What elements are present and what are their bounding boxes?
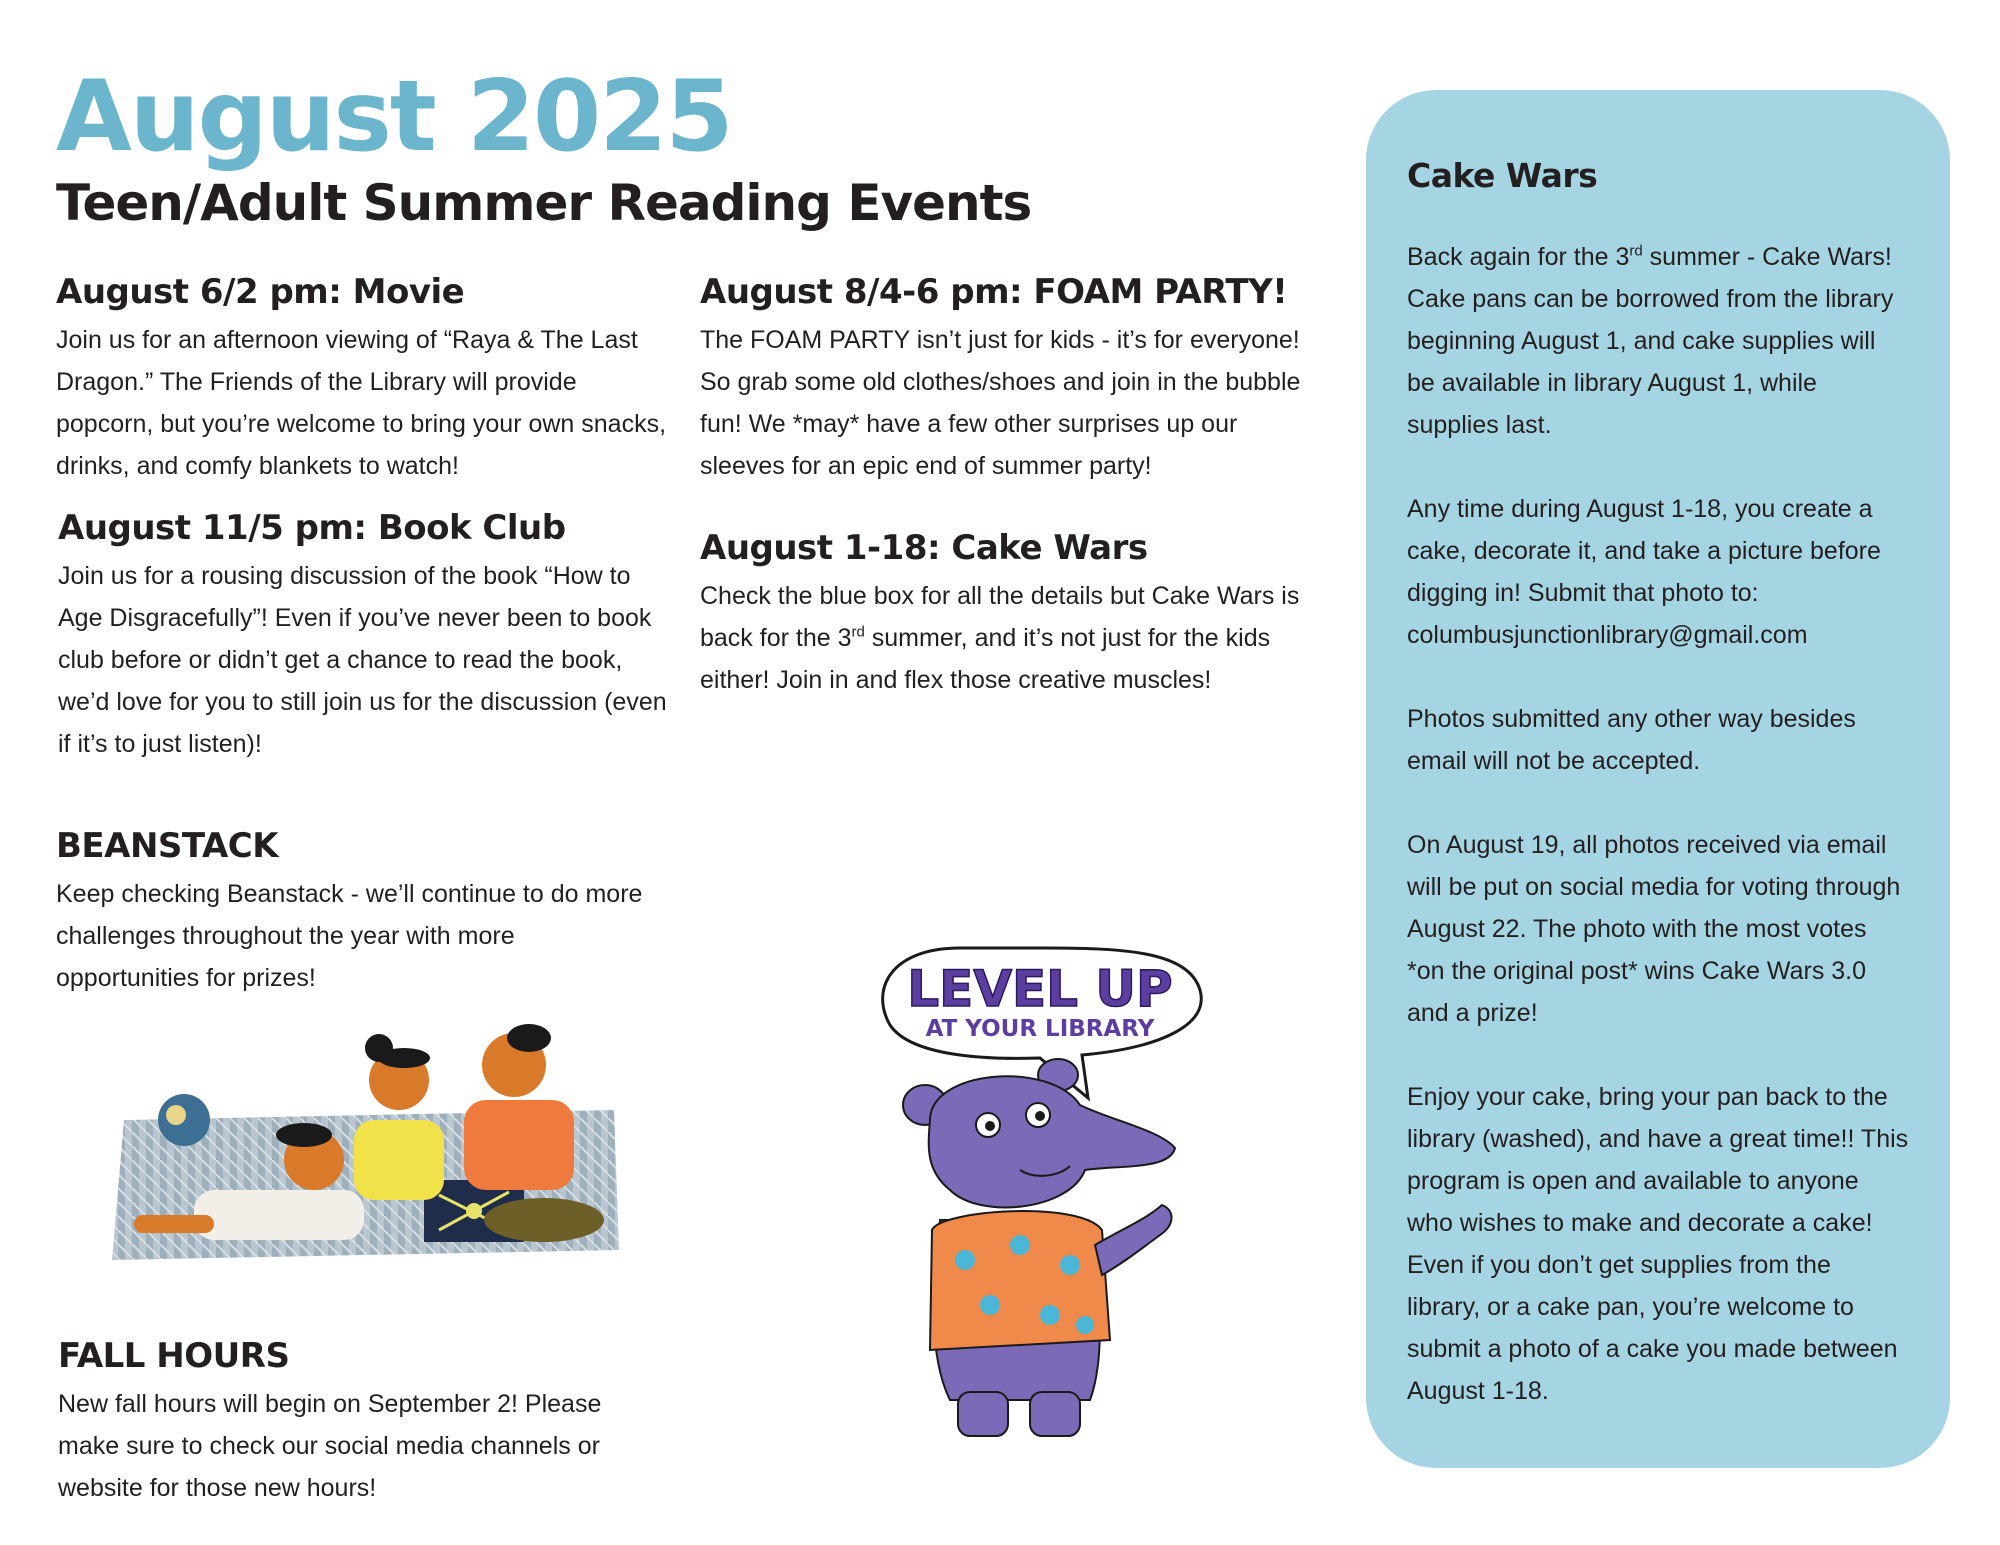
sidebar-paragraph-2-text: Any time during August 1-18, you create a cake, decorate it, and take a picture before digging in! Submit that photo to: <box>1407 494 1881 607</box>
at-your-library-text: AT YOUR LIBRARY <box>925 1016 1155 1042</box>
fall-hours-heading: FALL HOURS <box>58 1336 290 1376</box>
event-cake-wars-body-part1: Check the blue box for all the details but Cake Wars is back for the 3 <box>700 581 1300 652</box>
event-cake-wars-body <box>700 575 1330 701</box>
sidebar-paragraph-1-part1: Back again for the 3 <box>1407 242 1630 271</box>
fall-hours-body: New fall hours will begin on September 2! Please make sure to check our social media channels or website for those new hours! <box>58 1389 602 1502</box>
event-foam-party <box>700 272 1320 487</box>
beanstack-heading: BEANSTACK <box>56 826 279 866</box>
event-movie <box>56 272 676 487</box>
event-foam-party-body: The FOAM PARTY isn’t just for kids - it’s for everyone! So grab some old clothes/shoes and join in the bubble fun! We *may* have a few other surprises up our sleeves for an epic end of summer party! <box>700 325 1301 480</box>
event-movie-body: Join us for an afternoon viewing of “Raya & The Last Dragon.” The Friends of the Library will provide popcorn, but you’re welcome to bring your own snacks, drinks, and comfy blankets to watch! <box>56 325 667 480</box>
event-book-club-body: Join us for a rousing discussion of the book “How to Age Disgracefully”! Even if you’ve never been to book club before or didn’t get a chance to read the book, we’d love for you to still join us for the discussion (even if it’s to just listen)! <box>58 561 667 758</box>
event-book-club-heading: August 11/5 pm: Book Club <box>58 508 566 548</box>
level-up-text: LEVEL UP <box>907 960 1173 1018</box>
fall-hours-section <box>58 1336 658 1509</box>
sidebar-paragraph-1-part2: summer - Cake Wars! Cake pans can be borrowed from the library beginning August 1, and cake supplies will be available in library August 1, while supplies last. <box>1407 242 1894 439</box>
event-cake-wars <box>700 528 1330 701</box>
sidebar-title: Cake Wars <box>1407 156 1598 195</box>
sidebar-paragraph-3: Photos submitted any other way besides email will not be accepted. <box>1407 704 1856 775</box>
event-cake-wars-body-part2: summer, and it’s not just for the kids either! Join in and flex those creative muscles! <box>700 623 1271 694</box>
event-cake-wars-body-sup: rd <box>851 623 865 641</box>
sidebar-paragraph-4: On August 19, all photos received via email will be put on social media for voting through August 22. The photo with the most votes *on the original post* wins Cake Wars 3.0 and a prize! <box>1407 830 1901 1027</box>
sidebar-email: columbusjunctionlibrary@gmail.com <box>1407 620 1808 649</box>
kids-reading-illustration <box>104 1020 624 1280</box>
event-cake-wars-heading: August 1-18: Cake Wars <box>700 528 1148 568</box>
sidebar-paragraph-1-sup: rd <box>1629 242 1643 260</box>
sidebar-paragraph-2 <box>1407 488 1910 656</box>
sidebar-paragraph-5: Enjoy your cake, bring your pan back to the library (washed), and have a great time!! This program is open and available to anyone who wishes to make and decorate a cake! Even if you don’t get supplies from the library, or a cake pan, you’re welcome to submit a photo of a cake you made between August 1-18. <box>1407 1082 1909 1405</box>
beanstack-section <box>56 826 656 999</box>
event-book-club <box>58 508 678 765</box>
event-foam-party-heading: August 8/4-6 pm: FOAM PARTY! <box>700 272 1288 312</box>
cake-wars-sidebar <box>1366 90 1950 1468</box>
sidebar-paragraph-1 <box>1407 236 1910 446</box>
level-up-mascot-illustration <box>870 930 1210 1460</box>
event-movie-heading: August 6/2 pm: Movie <box>56 272 465 312</box>
beanstack-body: Keep checking Beanstack - we’ll continue to do more challenges throughout the year with more opportunities for prizes! <box>56 879 643 992</box>
page-title: August 2025 <box>56 60 732 174</box>
page-subtitle: Teen/Adult Summer Reading Events <box>56 174 1032 232</box>
